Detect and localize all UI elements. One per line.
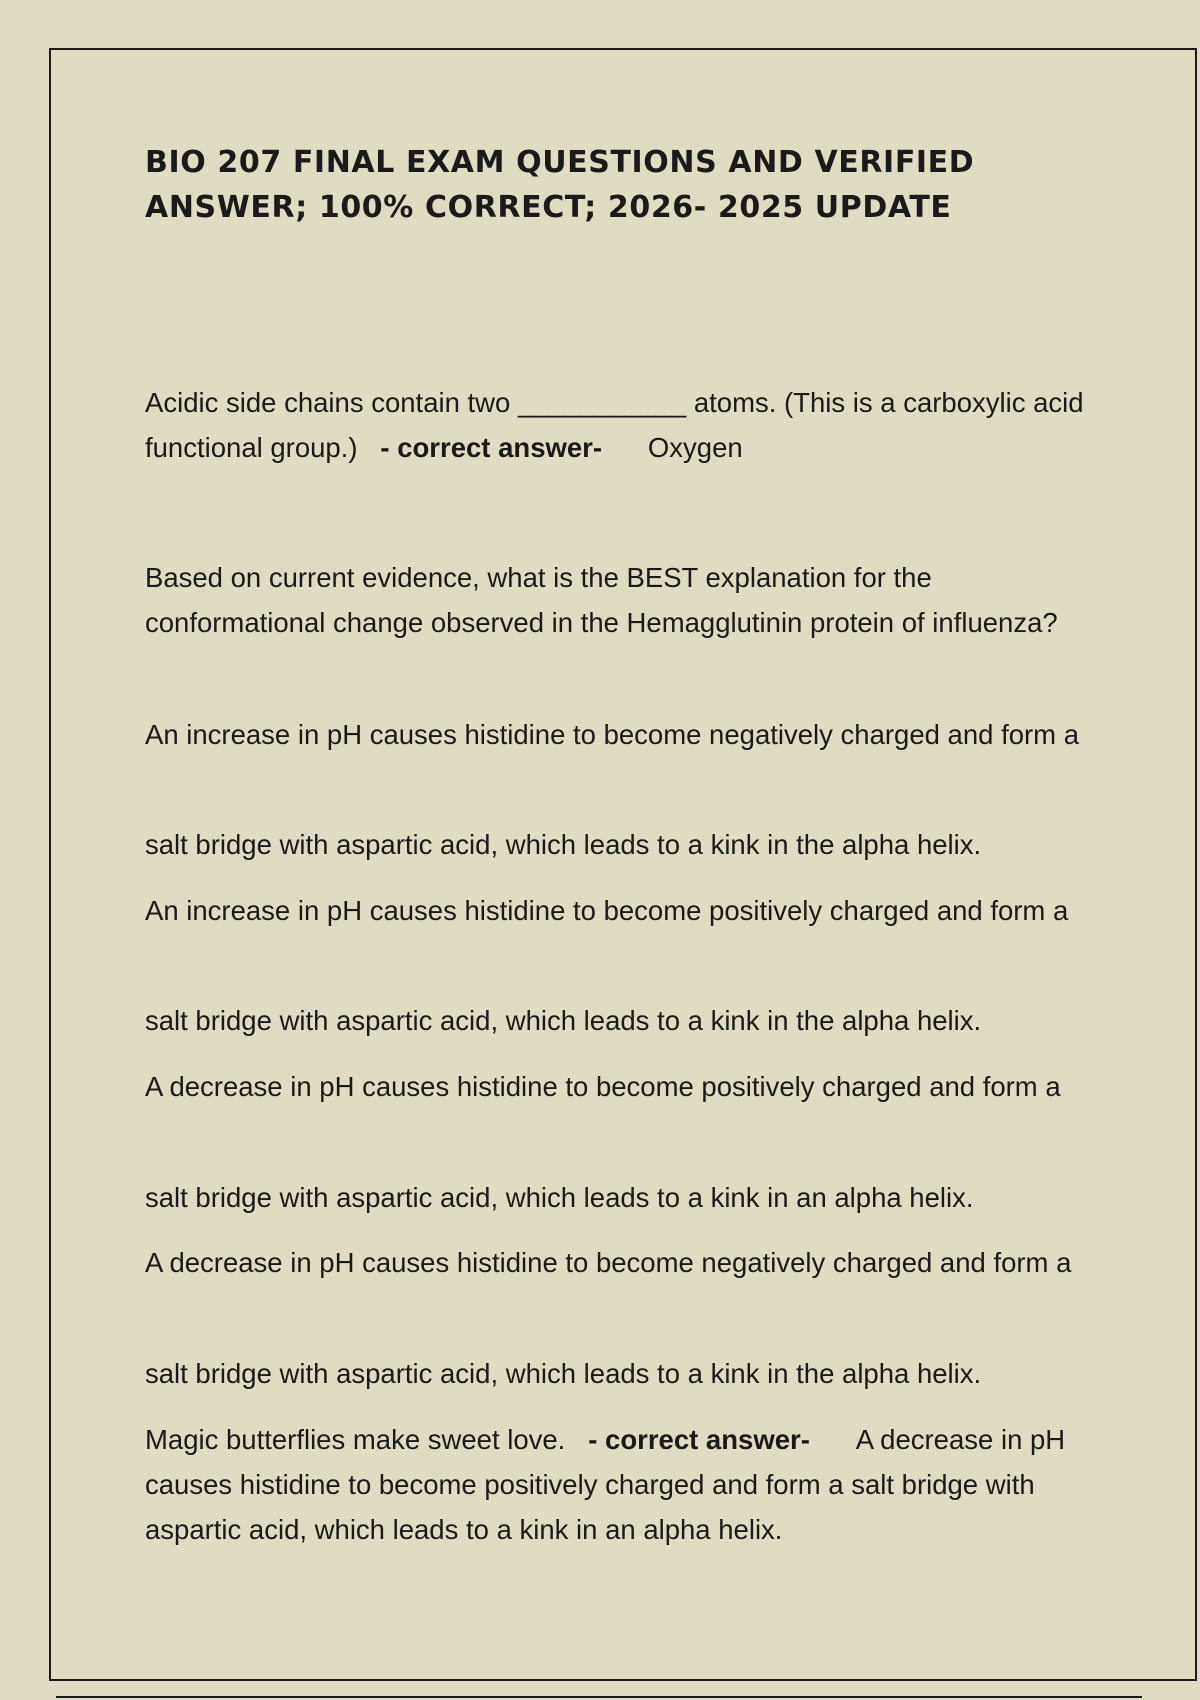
footer-rule bbox=[56, 1696, 1142, 1698]
option-line: salt bridge with aspartic acid, which leads to a kink in the alpha helix. bbox=[145, 1005, 982, 1036]
option-line: An increase in pH causes histidine to become positively charged and form a bbox=[145, 895, 1069, 926]
last-option: Magic butterflies make sweet love. bbox=[145, 1424, 566, 1455]
question-1-answer: Oxygen bbox=[647, 432, 743, 463]
option-line: salt bridge with aspartic acid, which leads to a kink in the alpha helix. bbox=[145, 829, 982, 860]
answer-label: - correct answer- bbox=[588, 1424, 810, 1455]
question-2-text: Based on current evidence, what is the BEST explanation for the conformational change observed in the Hemagglutinin protein of influenza? bbox=[145, 562, 1058, 638]
option-line: salt bridge with aspartic acid, which leads to a kink in an alpha helix. bbox=[145, 1182, 974, 1213]
option-line: A decrease in pH causes histidine to become positively charged and form a bbox=[145, 1071, 1061, 1102]
document-title: BIO 207 FINAL EXAM QUESTIONS AND VERIFIED ANSWER; 100% CORRECT; 2026- 2025 UPDATE bbox=[145, 145, 975, 225]
question-1-text: Acidic side chains contain two ___________ atoms. (This is a carboxylic acid functional group.) bbox=[145, 387, 1084, 463]
question-1 bbox=[145, 380, 1105, 470]
option-line: An increase in pH causes histidine to become negatively charged and form a bbox=[145, 719, 1080, 750]
question-2-answer: A decrease in pH causes histidine to become positively charged and form a salt bridge with aspartic acid, which leads to a kink in an alpha helix. bbox=[145, 1424, 1066, 1545]
option-line: salt bridge with aspartic acid, which leads to a kink in the alpha helix. bbox=[145, 1358, 982, 1389]
option-line: A decrease in pH causes histidine to become negatively charged and form a bbox=[145, 1247, 1072, 1278]
answer-label: - correct answer- bbox=[380, 432, 603, 463]
question-2-final bbox=[145, 1417, 1105, 1552]
